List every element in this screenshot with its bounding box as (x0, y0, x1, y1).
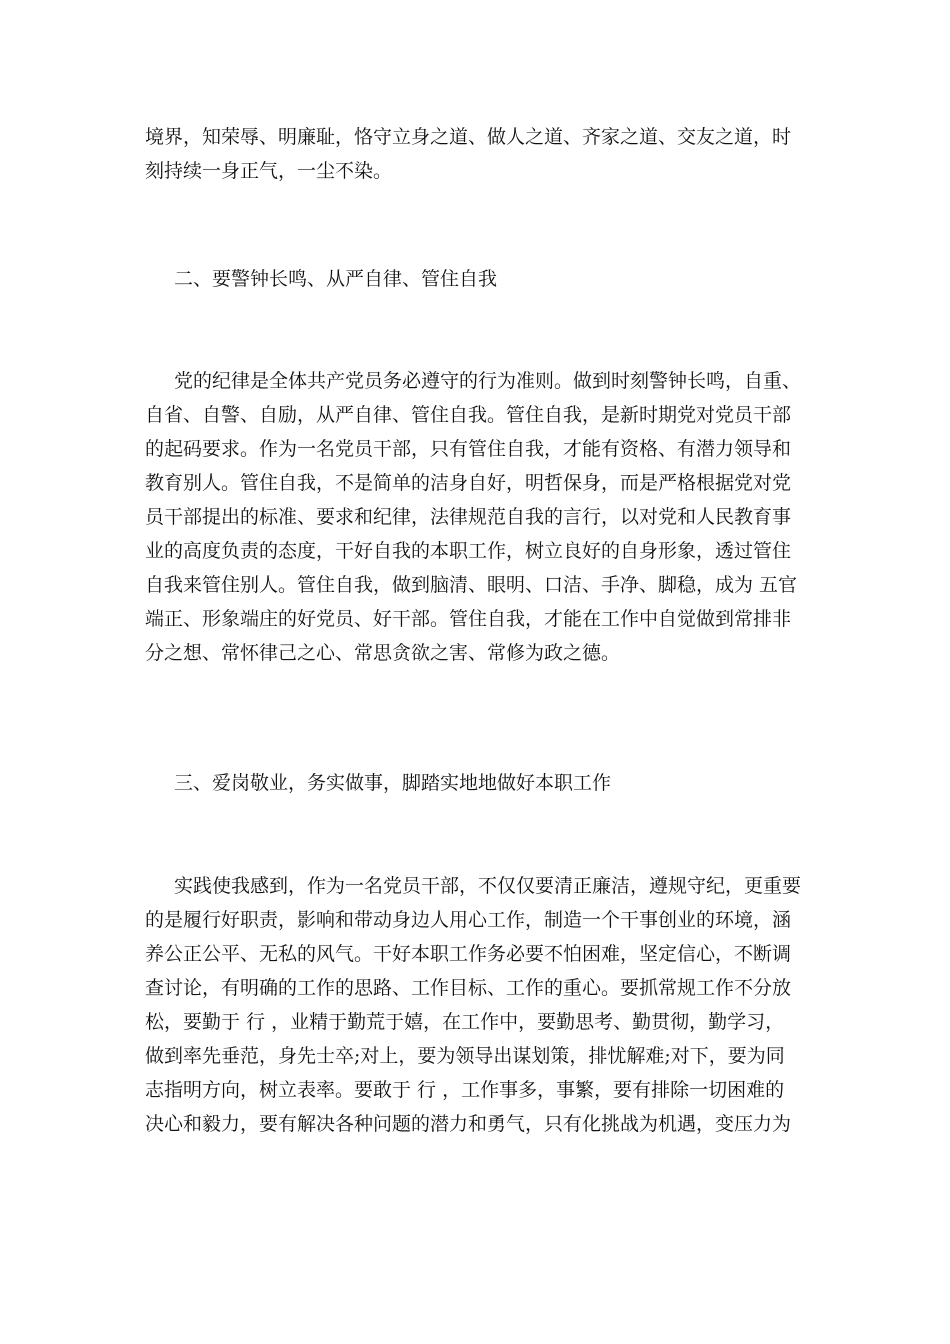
paragraph-3 (145, 869, 805, 1141)
paragraph-line: 自我来管住别人。管住自我，做到脑清、眼明、口洁、手净、脚稳，成为 五官 (145, 574, 798, 596)
paragraph-line: 业的高度负责的态度，干好自我的本职工作，树立良好的自身形象，透过管住 (145, 540, 792, 562)
paragraph-line: 志指明方向，树立表率。要敢于 行 ，工作事多，事繁，要有排除一切困难的 (145, 1079, 785, 1101)
paragraph-2 (145, 364, 805, 670)
paragraph-line: 员干部提出的标准、要求和纪律，法律规范自我的言行，以对党和人民教育事 (145, 506, 792, 528)
paragraph-line: 查讨论，有明确的工作的思路、工作目标、工作的重心。要抓常规工作不分放 (145, 977, 792, 999)
paragraph-line: 的起码要求。作为一名党员干部，只有管住自我，才能有资格、有潜力领导和 (145, 438, 792, 460)
paragraph-line: 教育别人。管住自我，不是简单的洁身自好，明哲保身，而是严格根据党对党 (145, 472, 792, 494)
section-heading-3: 三、爱岗敬业，务实做事，脚踏实地地做好本职工作 (174, 772, 612, 794)
paragraph-line: 刻持续一身正气，一尘不染。 (145, 160, 393, 182)
paragraph-top (145, 120, 805, 188)
section-heading-2: 二、要警钟长鸣、从严自律、管住自我 (174, 268, 498, 290)
paragraph-line: 境界，知荣辱、明廉耻，恪守立身之道、做人之道、齐家之道、交友之道，时 (145, 126, 792, 148)
paragraph-line: 党的纪律是全体共产党员务必遵守的行为准则。做到时刻警钟长鸣，自重、 (174, 370, 802, 392)
paragraph-line: 自省、自警、自励，从严自律、管住自我。管住自我，是新时期党对党员干部 (145, 404, 792, 426)
paragraph-line: 实践使我感到，作为一名党员干部，不仅仅要清正廉洁，遵规守纪，更重要 (174, 875, 802, 897)
paragraph-line: 松，要勤于 行 ，业精于勤荒于嬉，在工作中，要勤思考、勤贯彻，勤学习， (145, 1011, 785, 1033)
paragraph-line: 养公正公平、无私的风气。干好本职工作务必要不怕困难，坚定信心，不断调 (145, 943, 792, 965)
paragraph-line: 做到率先垂范，身先士卒;对上，要为领导出谋划策，排忧解难;对下，要为同 (145, 1045, 785, 1067)
paragraph-line: 决心和毅力，要有解决各种问题的潜力和勇气，只有化挑战为机遇，变压力为 (145, 1113, 792, 1135)
paragraph-line: 的是履行好职责，影响和带动身边人用心工作，制造一个干事创业的环境，涵 (145, 909, 792, 931)
paragraph-line: 分之想、常怀律己之心、常思贪欲之害、常修为政之德。 (145, 642, 621, 664)
paragraph-line: 端正、形象端庄的好党员、好干部。管住自我，才能在工作中自觉做到常排非 (145, 608, 792, 630)
